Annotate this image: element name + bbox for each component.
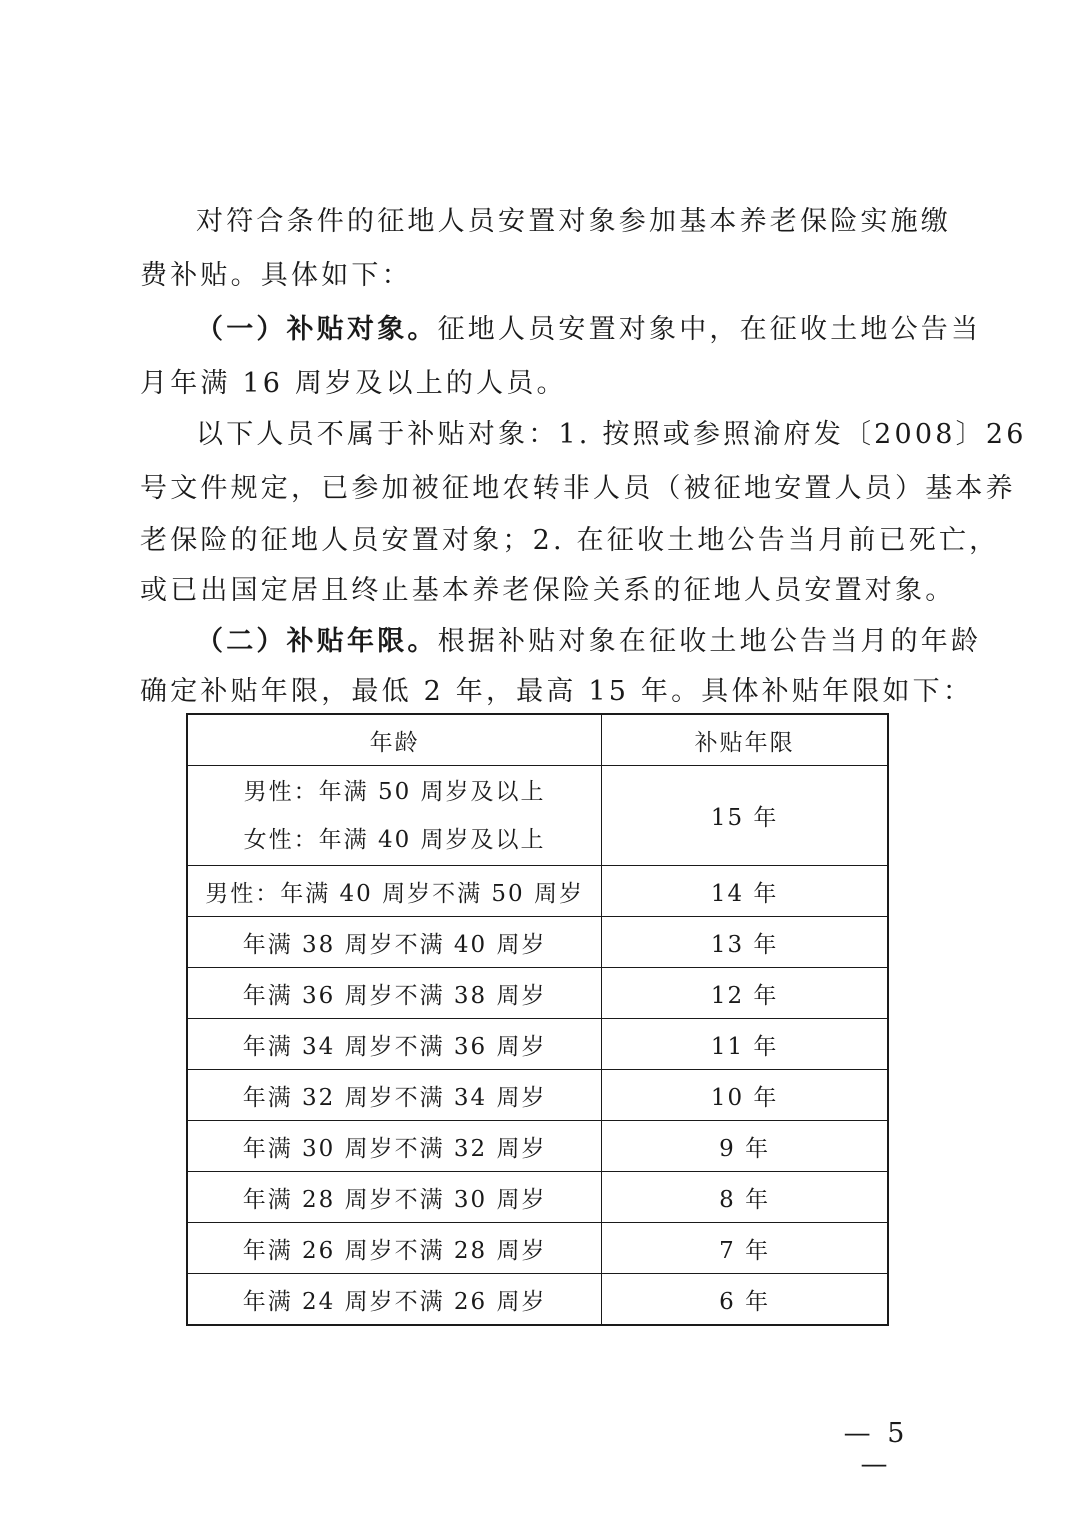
- section-1-line-1: [196, 303, 982, 357]
- table-row: [187, 917, 888, 968]
- years-cell: 14 年: [602, 866, 888, 917]
- years-cell: 13 年: [602, 917, 888, 968]
- age-cell: 年满 30 周岁不满 32 周岁: [187, 1121, 602, 1172]
- age-cell: 年满 36 周岁不满 38 周岁: [187, 968, 602, 1019]
- age-cell: 年满 24 周岁不满 26 周岁: [187, 1274, 602, 1326]
- age-cell: [187, 766, 602, 866]
- section-1-heading: （一）补贴对象。: [196, 314, 438, 345]
- age-cell: 年满 38 周岁不满 40 周岁: [187, 917, 602, 968]
- age-cell: 年满 32 周岁不满 34 周岁: [187, 1070, 602, 1121]
- page-number: — 5 —: [843, 1418, 909, 1480]
- table-row: [187, 1223, 888, 1274]
- table-row: [187, 968, 888, 1019]
- section-2-line-1: [196, 615, 982, 669]
- table-header-row: [187, 714, 888, 766]
- age-line-female: 女性：年满 40 周岁及以上: [243, 826, 546, 853]
- age-cell: 年满 34 周岁不满 36 周岁: [187, 1019, 602, 1070]
- exclusion-line-2: 号文件规定，已参加被征地农转非人员（被征地安置人员）基本养: [140, 473, 1016, 504]
- table-row: [187, 866, 888, 917]
- exclusion-line-3: 老保险的征地人员安置对象；2. 在征收土地公告当月前已死亡，: [140, 525, 1000, 556]
- intro-paragraph-line-1: 对符合条件的征地人员安置对象参加基本养老保险实施缴: [196, 206, 951, 237]
- subsidy-years-table: [186, 713, 889, 1326]
- years-cell: 10 年: [602, 1070, 888, 1121]
- intro-paragraph-line-2: 费补贴。具体如下：: [140, 260, 412, 291]
- age-cell: 男性：年满 40 周岁不满 50 周岁: [187, 866, 602, 917]
- exclusion-line-1: 以下人员不属于补贴对象：1. 按照或参照渝府发〔2008〕26: [196, 419, 1027, 450]
- years-cell: 15 年: [602, 766, 888, 866]
- table-row: [187, 1019, 888, 1070]
- table-row: [187, 766, 888, 866]
- table-row: [187, 1172, 888, 1223]
- section-2-line-2: 确定补贴年限，最低 2 年，最高 15 年。具体补贴年限如下：: [140, 676, 974, 707]
- age-cell: 年满 28 周岁不满 30 周岁: [187, 1172, 602, 1223]
- section-1-text: 征地人员安置对象中，在征收土地公告当: [437, 314, 982, 345]
- section-2-text: 根据补贴对象在征收土地公告当月的年龄: [437, 626, 982, 657]
- years-cell: 11 年: [602, 1019, 888, 1070]
- years-cell: 7 年: [602, 1223, 888, 1274]
- years-cell: 8 年: [602, 1172, 888, 1223]
- years-cell: 12 年: [602, 968, 888, 1019]
- exclusion-line-4: 或已出国定居且终止基本养老保险关系的征地人员安置对象。: [140, 575, 956, 606]
- header-age: 年龄: [187, 714, 602, 766]
- years-cell: 6 年: [602, 1274, 888, 1326]
- section-1-line-2: 月年满 16 周岁及以上的人员。: [140, 368, 567, 399]
- table-row: [187, 1070, 888, 1121]
- table-row: [187, 1274, 888, 1326]
- table-row: [187, 1121, 888, 1172]
- age-cell: 年满 26 周岁不满 28 周岁: [187, 1223, 602, 1274]
- years-cell: 9 年: [602, 1121, 888, 1172]
- section-2-heading: （二）补贴年限。: [196, 626, 438, 657]
- age-line-male: 男性：年满 50 周岁及以上: [243, 778, 546, 805]
- header-years: 补贴年限: [602, 714, 888, 766]
